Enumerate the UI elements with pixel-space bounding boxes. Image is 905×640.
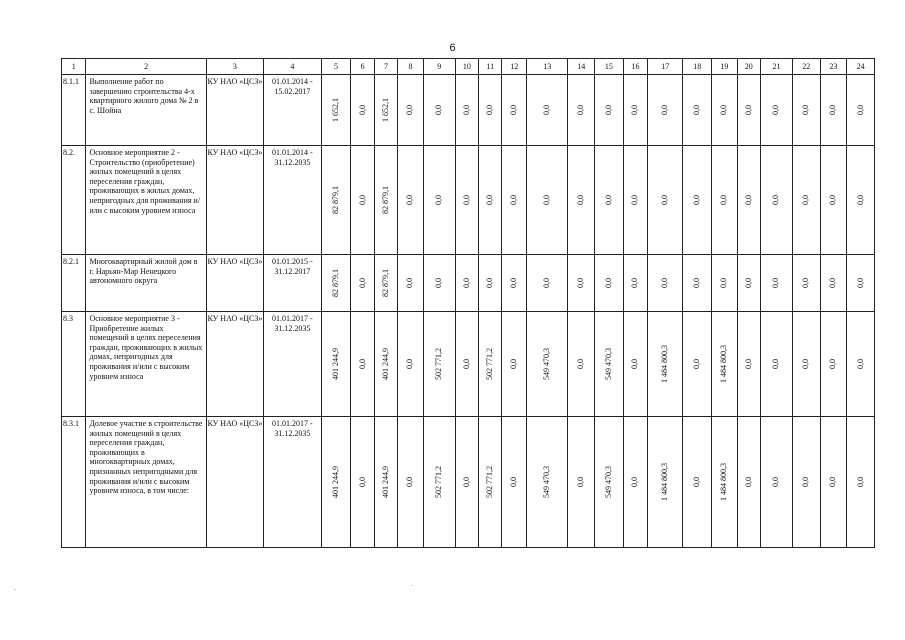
amount-value: 0,0 bbox=[462, 477, 472, 487]
column-number: 8 bbox=[398, 59, 424, 75]
column-number: 13 bbox=[526, 59, 568, 75]
amount-value: 0,0 bbox=[855, 278, 865, 288]
column-number: 3 bbox=[206, 59, 263, 75]
column-number: 22 bbox=[792, 59, 820, 75]
amount-value: 0,0 bbox=[542, 105, 552, 115]
amount-value: 0,0 bbox=[405, 195, 415, 205]
amount-cell bbox=[502, 146, 526, 255]
row-code: 8.2.1 bbox=[62, 255, 86, 312]
amount-cell bbox=[683, 312, 712, 417]
amount-value: 0,0 bbox=[692, 195, 702, 205]
amount-value: 0,0 bbox=[630, 477, 640, 487]
amount-value: 1 484 800,3 bbox=[719, 345, 729, 383]
amount-cell bbox=[595, 255, 624, 312]
amount-cell bbox=[820, 75, 847, 146]
amount-cell bbox=[526, 255, 568, 312]
amount-cell bbox=[479, 146, 502, 255]
amount-value: 0,0 bbox=[828, 195, 838, 205]
amount-cell bbox=[623, 255, 647, 312]
amount-cell bbox=[792, 312, 820, 417]
amount-value: 0,0 bbox=[462, 195, 472, 205]
amount-value: 0,0 bbox=[801, 278, 811, 288]
amount-value: 0,0 bbox=[462, 105, 472, 115]
amount-cell bbox=[683, 75, 712, 146]
amount-value: 0,0 bbox=[692, 477, 702, 487]
amount-cell bbox=[623, 75, 647, 146]
amount-value: 0,0 bbox=[485, 195, 495, 205]
amount-value: 0,0 bbox=[462, 359, 472, 369]
amount-value: 0,0 bbox=[357, 105, 367, 115]
amount-value: 0,0 bbox=[828, 477, 838, 487]
period: 01.01.2014 - 15.02.2017 bbox=[264, 75, 321, 146]
scan-dot: · bbox=[14, 586, 17, 594]
activity-name: Основное мероприятие 3 - Приобретение жилых помещений в целях переселения граждан, проживающих в жилых домах, непригодных для проживания и/или с высоким уровнем износа bbox=[86, 312, 206, 417]
amount-cell bbox=[526, 146, 568, 255]
column-number: 6 bbox=[351, 59, 374, 75]
executor: КУ НАО «ЦСЗ» bbox=[206, 255, 263, 312]
amount-value: 0,0 bbox=[630, 195, 640, 205]
table-row bbox=[62, 146, 875, 255]
amount-value: 549 470,3 bbox=[604, 466, 614, 498]
amount-cell bbox=[502, 312, 526, 417]
amount-cell bbox=[623, 312, 647, 417]
amount-cell bbox=[712, 312, 738, 417]
table-row bbox=[62, 75, 875, 146]
amount-value: 549 470,3 bbox=[542, 466, 552, 498]
column-number: 4 bbox=[264, 59, 321, 75]
amount-cell bbox=[737, 75, 760, 146]
amount-cell bbox=[595, 312, 624, 417]
amount-cell bbox=[683, 255, 712, 312]
amount-cell bbox=[423, 312, 455, 417]
amount-cell bbox=[374, 417, 397, 548]
amount-cell bbox=[455, 146, 478, 255]
amount-cell bbox=[398, 417, 424, 548]
amount-value: 0,0 bbox=[743, 105, 753, 115]
column-number: 14 bbox=[568, 59, 595, 75]
amount-cell bbox=[321, 417, 351, 548]
amount-value: 0,0 bbox=[604, 195, 614, 205]
amount-value: 0,0 bbox=[630, 359, 640, 369]
amount-value: 0,0 bbox=[509, 278, 519, 288]
amount-cell bbox=[526, 75, 568, 146]
amount-cell bbox=[568, 75, 595, 146]
amount-value: 82 879,1 bbox=[381, 186, 391, 214]
amount-cell bbox=[568, 312, 595, 417]
amount-cell bbox=[374, 146, 397, 255]
amount-value: 0,0 bbox=[828, 359, 838, 369]
amount-cell bbox=[820, 312, 847, 417]
amount-value: 0,0 bbox=[855, 105, 865, 115]
amount-value: 0,0 bbox=[405, 477, 415, 487]
amount-value: 0,0 bbox=[576, 195, 586, 205]
amount-value: 0,0 bbox=[719, 278, 729, 288]
column-number: 11 bbox=[479, 59, 502, 75]
amount-cell bbox=[760, 312, 792, 417]
amount-cell bbox=[502, 75, 526, 146]
amount-cell bbox=[712, 146, 738, 255]
amount-cell bbox=[374, 312, 397, 417]
amount-value: 549 470,3 bbox=[604, 348, 614, 380]
column-number: 5 bbox=[321, 59, 351, 75]
amount-cell bbox=[321, 312, 351, 417]
amount-cell bbox=[648, 255, 683, 312]
amount-cell bbox=[820, 146, 847, 255]
column-number: 1 bbox=[62, 59, 86, 75]
amount-cell bbox=[737, 417, 760, 548]
table-row bbox=[62, 417, 875, 548]
amount-value: 0,0 bbox=[434, 195, 444, 205]
amount-cell bbox=[423, 255, 455, 312]
amount-cell bbox=[737, 146, 760, 255]
amount-value: 1 484 800,3 bbox=[660, 345, 670, 383]
amount-cell bbox=[623, 146, 647, 255]
amount-value: 0,0 bbox=[692, 359, 702, 369]
amount-cell bbox=[648, 417, 683, 548]
amount-value: 0,0 bbox=[509, 195, 519, 205]
amount-value: 0,0 bbox=[855, 195, 865, 205]
amount-value: 401 244,9 bbox=[381, 348, 391, 380]
amount-cell bbox=[568, 417, 595, 548]
amount-cell bbox=[423, 417, 455, 548]
amount-cell bbox=[847, 255, 875, 312]
period: 01.01.2017 - 31.12.2035 bbox=[264, 417, 321, 548]
amount-value: 549 470,3 bbox=[542, 348, 552, 380]
amount-cell bbox=[455, 255, 478, 312]
amount-cell bbox=[455, 312, 478, 417]
column-number: 15 bbox=[595, 59, 624, 75]
amount-value: 502 771,2 bbox=[485, 466, 495, 498]
amount-cell bbox=[847, 75, 875, 146]
amount-value: 0,0 bbox=[509, 359, 519, 369]
amount-cell bbox=[683, 146, 712, 255]
amount-cell bbox=[321, 75, 351, 146]
amount-value: 1 484 800,3 bbox=[660, 463, 670, 501]
column-number: 16 bbox=[623, 59, 647, 75]
amount-value: 0,0 bbox=[434, 105, 444, 115]
amount-cell bbox=[595, 146, 624, 255]
amount-cell bbox=[502, 417, 526, 548]
amount-cell bbox=[847, 417, 875, 548]
amount-cell bbox=[712, 255, 738, 312]
amount-value: 0,0 bbox=[405, 278, 415, 288]
amount-cell bbox=[374, 255, 397, 312]
table-row bbox=[62, 255, 875, 312]
amount-cell bbox=[321, 146, 351, 255]
amount-value: 502 771,2 bbox=[434, 348, 444, 380]
column-number: 23 bbox=[820, 59, 847, 75]
amount-value: 0,0 bbox=[576, 477, 586, 487]
amount-value: 0,0 bbox=[828, 278, 838, 288]
row-code: 8.1.1 bbox=[62, 75, 86, 146]
amount-cell bbox=[760, 75, 792, 146]
amount-value: 0,0 bbox=[660, 195, 670, 205]
amount-cell bbox=[351, 146, 374, 255]
executor: КУ НАО «ЦСЗ» bbox=[206, 146, 263, 255]
amount-cell bbox=[760, 255, 792, 312]
amount-cell bbox=[792, 75, 820, 146]
executor: КУ НАО «ЦСЗ» bbox=[206, 417, 263, 548]
amount-value: 0,0 bbox=[630, 105, 640, 115]
amount-value: 0,0 bbox=[692, 105, 702, 115]
amount-value: 0,0 bbox=[743, 359, 753, 369]
activity-name: Основное мероприятие 2 - Строительство (приобретение) жилых помещений в целях переселения граждан, проживающих в жилых домах, непригодных для проживания и/или с высоким уровнем износа bbox=[86, 146, 206, 255]
period: 01.01.2017 - 31.12.2035 bbox=[264, 312, 321, 417]
amount-value: 0,0 bbox=[509, 477, 519, 487]
amount-value: 0,0 bbox=[828, 105, 838, 115]
column-number: 24 bbox=[847, 59, 875, 75]
amount-value: 401 244,9 bbox=[381, 466, 391, 498]
amount-cell bbox=[847, 146, 875, 255]
amount-value: 0,0 bbox=[576, 359, 586, 369]
amount-cell bbox=[502, 255, 526, 312]
amount-cell bbox=[712, 417, 738, 548]
amount-value: 0,0 bbox=[509, 105, 519, 115]
amount-value: 0,0 bbox=[405, 359, 415, 369]
amount-value: 0,0 bbox=[771, 477, 781, 487]
amount-cell bbox=[479, 75, 502, 146]
amount-value: 0,0 bbox=[855, 359, 865, 369]
amount-value: 502 771,2 bbox=[485, 348, 495, 380]
amount-cell bbox=[351, 417, 374, 548]
amount-cell bbox=[455, 417, 478, 548]
amount-value: 0,0 bbox=[771, 359, 781, 369]
amount-cell bbox=[792, 146, 820, 255]
amount-cell bbox=[398, 255, 424, 312]
activity-name: Выполнение работ по завершению строительства 4-х квартирного жилого дома № 2 в с. Шойна bbox=[86, 75, 206, 146]
period: 01.01.2014 - 31.12.2035 bbox=[264, 146, 321, 255]
amount-cell bbox=[792, 255, 820, 312]
activity-name: Долевое участие в строительстве жилых помещений в целях переселения граждан, проживающих в многоквартирных домах, признанных непригодными для проживания и/или с высоким уровнем износа, в том числе: bbox=[86, 417, 206, 548]
amount-value: 0,0 bbox=[801, 195, 811, 205]
amount-cell bbox=[398, 75, 424, 146]
amount-cell bbox=[648, 312, 683, 417]
amount-cell bbox=[374, 75, 397, 146]
amount-cell bbox=[479, 255, 502, 312]
amount-value: 0,0 bbox=[357, 477, 367, 487]
amount-cell bbox=[737, 312, 760, 417]
column-number: 7 bbox=[374, 59, 397, 75]
amount-value: 0,0 bbox=[719, 105, 729, 115]
amount-value: 0,0 bbox=[660, 105, 670, 115]
amount-value: 0,0 bbox=[576, 105, 586, 115]
amount-value: 82 879,1 bbox=[331, 186, 341, 214]
amount-value: 0,0 bbox=[801, 477, 811, 487]
amount-value: 0,0 bbox=[485, 278, 495, 288]
amount-cell bbox=[623, 417, 647, 548]
column-number: 18 bbox=[683, 59, 712, 75]
amount-value: 1 652,1 bbox=[331, 98, 341, 122]
amount-value: 0,0 bbox=[357, 359, 367, 369]
amount-cell bbox=[351, 255, 374, 312]
amount-cell bbox=[321, 255, 351, 312]
amount-value: 0,0 bbox=[434, 278, 444, 288]
column-number: 19 bbox=[712, 59, 738, 75]
amount-value: 0,0 bbox=[357, 278, 367, 288]
amount-cell bbox=[526, 417, 568, 548]
column-number: 9 bbox=[423, 59, 455, 75]
amount-value: 82 879,1 bbox=[331, 269, 341, 297]
amount-cell bbox=[423, 75, 455, 146]
amount-cell bbox=[792, 417, 820, 548]
amount-cell bbox=[455, 75, 478, 146]
amount-value: 0,0 bbox=[357, 195, 367, 205]
amount-value: 0,0 bbox=[801, 359, 811, 369]
page-number: 6 bbox=[449, 42, 456, 54]
amount-value: 0,0 bbox=[462, 278, 472, 288]
amount-value: 0,0 bbox=[743, 477, 753, 487]
amount-cell bbox=[568, 255, 595, 312]
amount-value: 0,0 bbox=[542, 195, 552, 205]
column-number: 17 bbox=[648, 59, 683, 75]
amount-value: 0,0 bbox=[771, 278, 781, 288]
amount-cell bbox=[595, 75, 624, 146]
amount-cell bbox=[423, 146, 455, 255]
amount-value: 0,0 bbox=[771, 195, 781, 205]
amount-value: 0,0 bbox=[660, 278, 670, 288]
amount-value: 0,0 bbox=[405, 105, 415, 115]
amount-value: 1 484 800,3 bbox=[719, 463, 729, 501]
column-number: 21 bbox=[760, 59, 792, 75]
column-number: 12 bbox=[502, 59, 526, 75]
amount-cell bbox=[648, 75, 683, 146]
period: 01.01.2015 - 31.12.2017 bbox=[264, 255, 321, 312]
amount-value: 502 771,2 bbox=[434, 466, 444, 498]
amount-value: 0,0 bbox=[604, 278, 614, 288]
amount-value: 0,0 bbox=[692, 278, 702, 288]
amount-cell bbox=[595, 417, 624, 548]
row-code: 8.3 bbox=[62, 312, 86, 417]
row-code: 8.2. bbox=[62, 146, 86, 255]
column-number-row bbox=[62, 59, 875, 75]
amount-cell bbox=[398, 146, 424, 255]
amount-cell bbox=[479, 312, 502, 417]
amount-cell bbox=[820, 417, 847, 548]
amount-value: 0,0 bbox=[801, 105, 811, 115]
executor: КУ НАО «ЦСЗ» bbox=[206, 312, 263, 417]
amount-cell bbox=[737, 255, 760, 312]
amount-value: 0,0 bbox=[719, 195, 729, 205]
amount-value: 0,0 bbox=[630, 278, 640, 288]
amount-cell bbox=[683, 417, 712, 548]
amount-cell bbox=[351, 312, 374, 417]
row-code: 8.3.1 bbox=[62, 417, 86, 548]
amount-cell bbox=[568, 146, 595, 255]
amount-cell bbox=[479, 417, 502, 548]
amount-value: 0,0 bbox=[771, 105, 781, 115]
amount-value: 0,0 bbox=[604, 105, 614, 115]
table-row bbox=[62, 312, 875, 417]
amount-value: 1 652,1 bbox=[381, 98, 391, 122]
amount-value: 401 244,9 bbox=[331, 348, 341, 380]
executor: КУ НАО «ЦСЗ» bbox=[206, 75, 263, 146]
amount-value: 0,0 bbox=[542, 278, 552, 288]
amount-value: 0,0 bbox=[485, 105, 495, 115]
amount-value: 0,0 bbox=[743, 195, 753, 205]
amount-value: 0,0 bbox=[743, 278, 753, 288]
amount-cell bbox=[398, 312, 424, 417]
amount-value: 401 244,9 bbox=[331, 466, 341, 498]
amount-cell bbox=[648, 146, 683, 255]
amount-cell bbox=[351, 75, 374, 146]
column-number: 20 bbox=[737, 59, 760, 75]
amount-value: 0,0 bbox=[576, 278, 586, 288]
budget-table bbox=[61, 58, 875, 548]
amount-value: 82 879,1 bbox=[381, 269, 391, 297]
amount-cell bbox=[847, 312, 875, 417]
column-number: 2 bbox=[86, 59, 206, 75]
amount-cell bbox=[760, 146, 792, 255]
amount-cell bbox=[526, 312, 568, 417]
amount-value: 0,0 bbox=[855, 477, 865, 487]
amount-cell bbox=[760, 417, 792, 548]
amount-cell bbox=[820, 255, 847, 312]
activity-name: Многоквартирный жилой дом в г. Нарьян-Мар Ненецкого автономного округа bbox=[86, 255, 206, 312]
scan-dot: · bbox=[411, 582, 414, 590]
amount-cell bbox=[712, 75, 738, 146]
column-number: 10 bbox=[455, 59, 478, 75]
